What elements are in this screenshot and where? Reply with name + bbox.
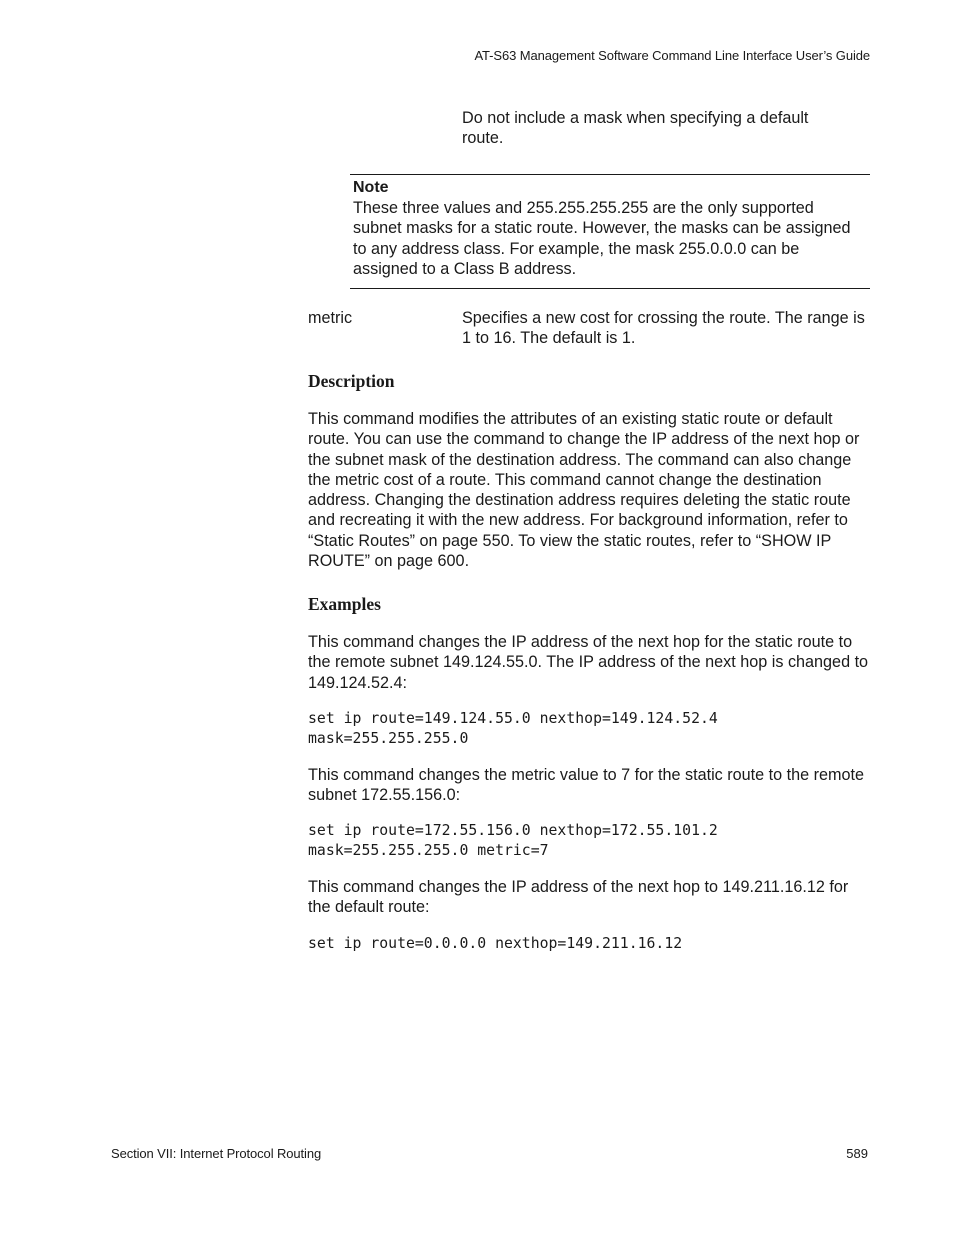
note-top-rule [350, 174, 870, 175]
note-text: These three values and 255.255.255.255 are the only supported subnet masks for a static route. However, the masks can be assigned to any address class. For example, the mask 255.0.0.0 can be assigned to a Class B address. [353, 199, 851, 278]
examples-heading: Examples [308, 594, 381, 614]
note-block [353, 178, 853, 279]
param-description-metric: Specifies a new cost for crossing the route. The range is 1 to 16. The default is 1. [462, 309, 865, 348]
mask-param-continuation: Do not include a mask when specifying a default route. [462, 109, 809, 148]
page-number: 589 [846, 1146, 868, 1161]
example-3-code: set ip route=0.0.0.0 nexthop=149.211.16.12 [308, 935, 683, 952]
example-1-code: set ip route=149.124.55.0 nexthop=149.124.52.4 mask=255.255.255.0 [308, 710, 718, 747]
example-3-text: This command changes the IP address of the next hop to 149.211.16.12 for the default route: [308, 878, 849, 917]
example-1-text: This command changes the IP address of the next hop for the static route to the remote subnet 149.124.55.0. The IP address of the next hop is changed to 149.124.52.4: [308, 633, 869, 692]
note-bottom-rule [350, 288, 870, 289]
running-header: AT-S63 Management Software Command Line Interface User’s Guide [474, 48, 870, 63]
description-heading: Description [308, 371, 395, 391]
param-name-metric: metric [308, 309, 353, 327]
description-paragraph: This command modifies the attributes of an existing static route or default route. You can use the command to change the IP address of the next hop or the subnet mask of the destination address. The command can also change the metric cost of a route. This command cannot change the destination address. Changing the destination address requires deleting the static route and recreating it with the new address. For background information, refer to “Static Routes” on page 550. To view the static routes, refer to “SHOW IP ROUTE” on page 600. [308, 410, 860, 571]
example-2-code: set ip route=172.55.156.0 nexthop=172.55.101.2 mask=255.255.255.0 metric=7 [308, 822, 718, 859]
footer-section: Section VII: Internet Protocol Routing [111, 1146, 322, 1161]
example-2-text: This command changes the metric value to 7 for the static route to the remote subnet 172.55.156.0: [308, 766, 865, 805]
note-title: Note [353, 179, 389, 196]
